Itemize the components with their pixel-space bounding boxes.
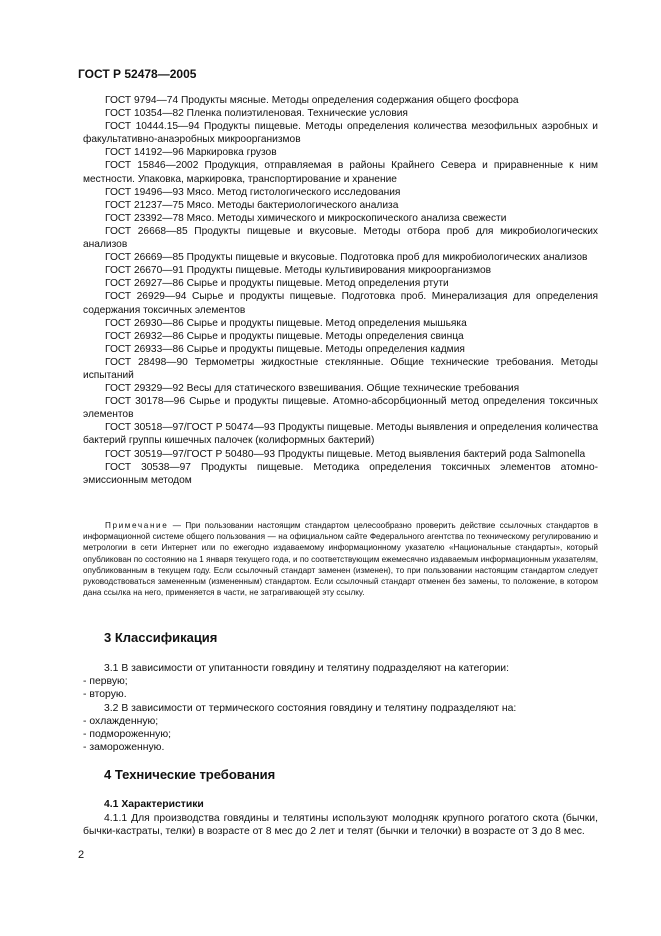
- section-3-body: [83, 662, 598, 754]
- reference-item: ГОСТ 10444.15—94 Продукты пищевые. Методы определения количества мезофильных аэробных и факультативно-анаэробных микроорганизмов: [83, 121, 598, 146]
- reference-item: ГОСТ 10354—82 Пленка полиэтиленовая. Технические условия: [105, 108, 408, 120]
- reference-item: ГОСТ 30178—96 Сырье и продукты пищевые. Атомно-абсорбционный метод определения токсичных элементов: [83, 396, 598, 421]
- reference-item: ГОСТ 30519—97/ГОСТ Р 50480—93 Продукты пищевые. Метод выявления бактерий рода Salmonella: [105, 448, 586, 460]
- list-item: - замороженную.: [83, 742, 165, 754]
- clause-3-2: 3.2 В зависимости от термического состояния говядину и телятину подразделяют на:: [104, 702, 517, 714]
- note-label: Примечание: [105, 521, 169, 530]
- list-item: - охлажденную;: [83, 715, 159, 727]
- reference-item: ГОСТ 26670—91 Продукты пищевые. Методы культивирования микроорганизмов: [105, 265, 492, 277]
- subsection-4-1-heading: 4.1 Характеристики: [104, 799, 204, 810]
- reference-item: ГОСТ 29329—92 Весы для статического взвешивания. Общие технические требования: [105, 383, 520, 395]
- list-item: - подмороженную;: [83, 729, 172, 741]
- reference-item: ГОСТ 14192—96 Маркировка грузов: [105, 147, 277, 159]
- reference-item: ГОСТ 15846—2002 Продукция, отправляемая в районы Крайнего Севера и приравненные к ним местности. Упаковка, маркировка, транспортирование и хранение: [83, 160, 598, 185]
- reference-item: ГОСТ 26669—85 Продукты пищевые и вкусовые. Подготовка проб для микробиологических анализов: [105, 252, 588, 264]
- list-item: - первую;: [83, 676, 128, 688]
- reference-item: ГОСТ 30518—97/ГОСТ Р 50474—93 Продукты пищевые. Методы выявления и определения количества бактерий группы кишечных палочек (колиформных бактерий): [83, 422, 598, 447]
- reference-item: ГОСТ 26933—86 Сырье и продукты пищевые. Методы определения кадмия: [105, 343, 465, 355]
- reference-item: ГОСТ 26929—94 Сырье и продукты пищевые. Подготовка проб. Минерализация для определения содержания токсичных элементов: [83, 291, 598, 316]
- reference-item: ГОСТ 28498—90 Термометры жидкостные стеклянные. Общие технические требования. Методы испытаний: [83, 356, 598, 381]
- reference-item: ГОСТ 30538—97 Продукты пищевые. Методика определения токсичных элементов атомно-эмиссионным методом: [83, 461, 598, 486]
- note-text: — При пользовании настоящим стандартом целесообразно проверить действие ссылочных стандартов в информационной системе общего пользования — на официальном сайте Федерального агентства по техническому регулированию и метрологии в сети Интернет или по ежегодно издаваемому информационному указателю «Национальные стандарты», который опубликован по состоянию на 1 января текущего года, и по соответствующим ежемесячно издаваемым информационным указателям, опубликованным в текущем году. Если ссылочный стандарт заменен (изменен), то при пользовании настоящим стандартом следует руководствоваться замененным (измененным) стандартом. Если ссылочный стандарт отменен без замены, то положение, в котором дана ссылка на него, применяется в части, не затрагивающей эту ссылку.: [83, 521, 598, 598]
- normative-references-list: [83, 94, 598, 487]
- section-3-heading: 3 Классификация: [104, 630, 218, 645]
- reference-item: ГОСТ 26668—85 Продукты пищевые и вкусовые. Методы отбора проб для микробиологических анализов: [83, 225, 598, 251]
- list-item: - вторую.: [83, 689, 127, 701]
- reference-item: ГОСТ 23392—78 Мясо. Методы химического и микроскопического анализа свежести: [105, 212, 507, 224]
- reference-item: ГОСТ 19496—93 Мясо. Метод гистологического исследования: [105, 186, 401, 198]
- reference-item: ГОСТ 26932—86 Сырье и продукты пищевые. Методы определения свинца: [105, 330, 464, 342]
- page-number: 2: [78, 849, 85, 861]
- reference-item: ГОСТ 21237—75 Мясо. Методы бактериологического анализа: [105, 199, 399, 211]
- reference-item: ГОСТ 26930—86 Сырье и продукты пищевые. Метод определения мышьяка: [105, 317, 467, 329]
- reference-item: ГОСТ 26927—86 Сырье и продукты пищевые. Метод определения ртути: [105, 278, 449, 290]
- page-header-title: ГОСТ Р 52478—2005: [78, 67, 197, 81]
- clause-3-1: 3.1 В зависимости от упитанности говядину и телятину подразделяют на категории:: [104, 663, 509, 674]
- section-4-heading: 4 Технические требования: [104, 767, 276, 782]
- reference-item: ГОСТ 9794—74 Продукты мясные. Методы определения содержания общего фосфора: [105, 95, 519, 106]
- note-paragraph: [83, 520, 598, 598]
- clause-4-1-1: 4.1.1 Для производства говядины и телятины используют молодняк крупного рогатого скота (бычки, бычки-кастраты, телки) в возрасте от 8 мес до 2 лет и телят (бычки и телочки) в возрасте от 3 до 8 мес.: [83, 813, 598, 838]
